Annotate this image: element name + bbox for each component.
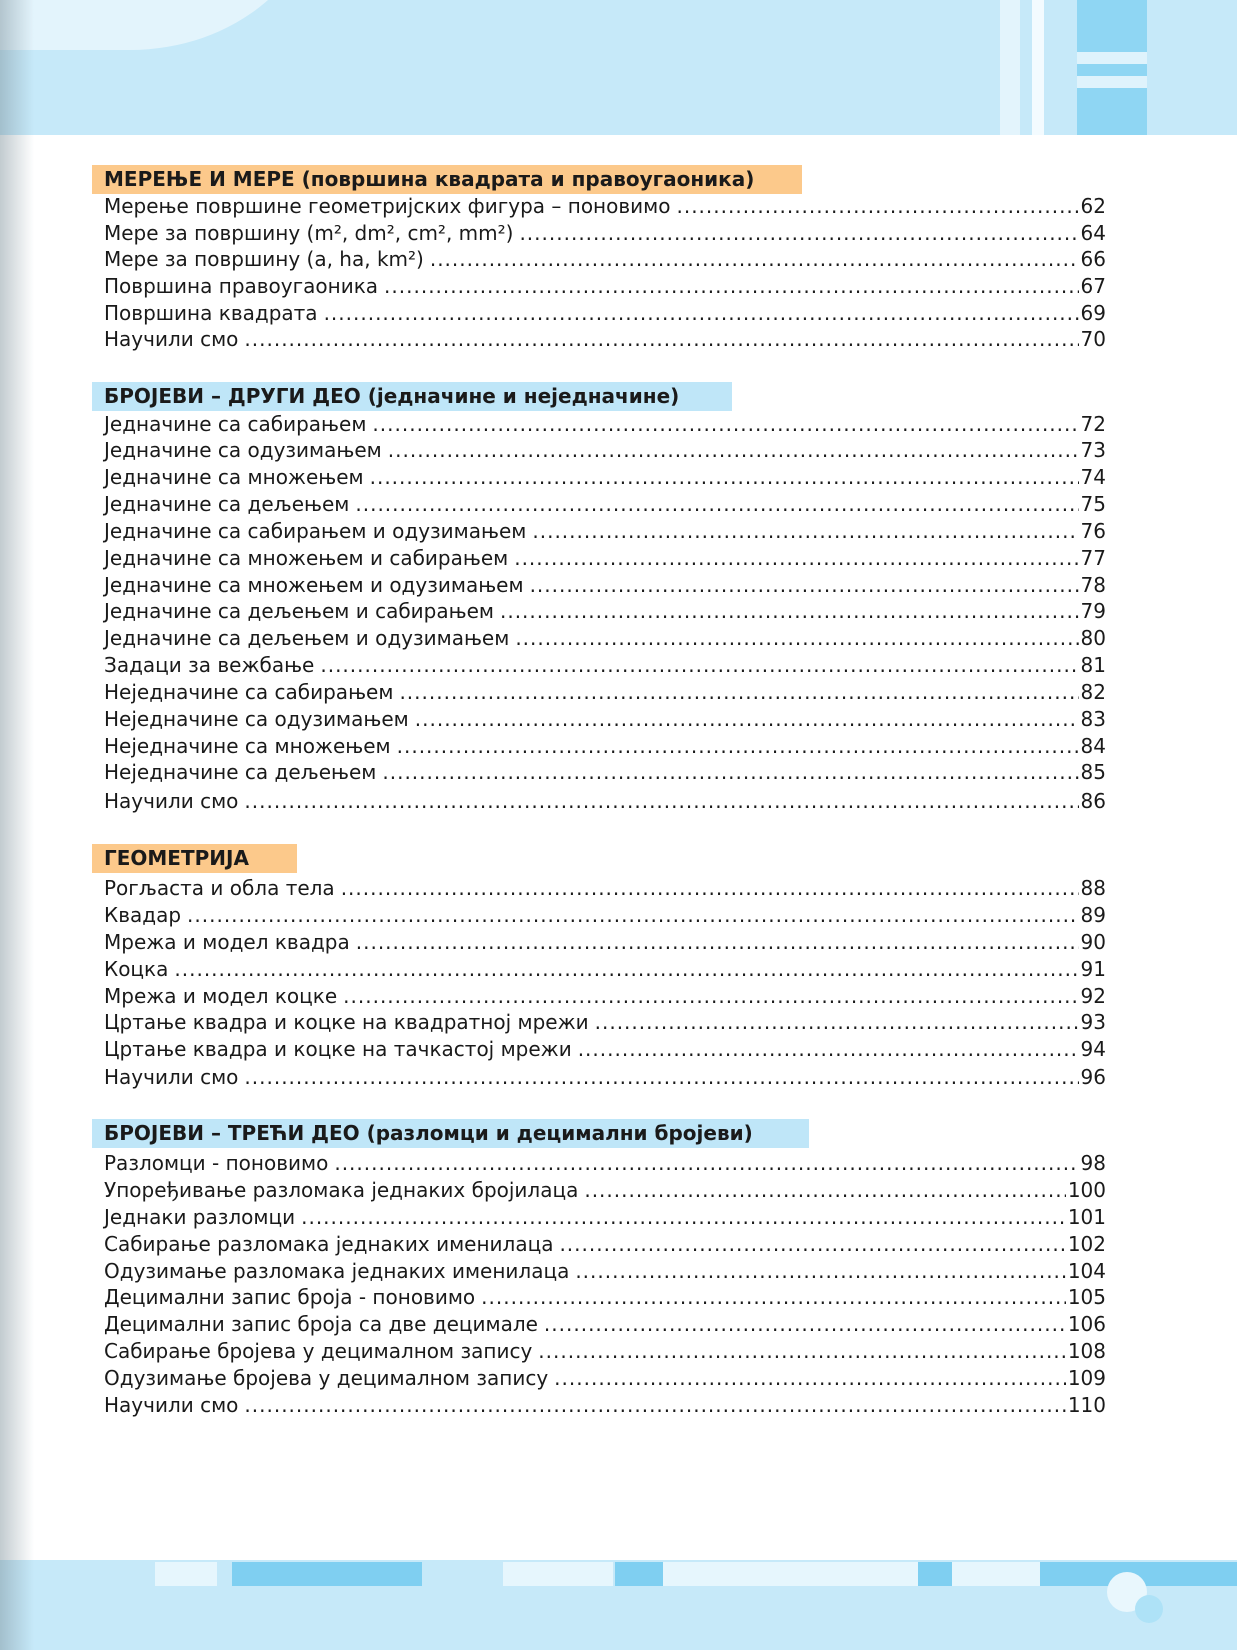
toc-entry-title: Једначине са множењем и одузимањем <box>104 573 524 597</box>
toc-entry[interactable] <box>104 1231 1106 1258</box>
toc-entry-title: Цртање квадра и коцке на тачкастој мрежи <box>104 1037 572 1061</box>
toc-entry-page-number: 73 <box>1080 438 1106 462</box>
toc-entry-page-number: 91 <box>1080 957 1106 981</box>
dot-leader <box>544 1311 1066 1338</box>
toc-entry[interactable] <box>104 759 1106 786</box>
dot-leader <box>532 518 1078 545</box>
toc-entry-page-number: 101 <box>1067 1205 1106 1229</box>
toc-entry[interactable] <box>104 1392 1106 1419</box>
toc-entry-title: Неједначине са дељењем <box>104 760 377 784</box>
dot-leader <box>595 1009 1079 1036</box>
toc-entry-title: Одузимање бројева у децималном запису <box>104 1366 549 1390</box>
toc-entry-page-number: 82 <box>1080 680 1106 704</box>
toc-entry-title: Сабирање разломака једнаких именилаца <box>104 1232 554 1256</box>
toc-entry[interactable] <box>104 625 1106 652</box>
dot-leader <box>399 679 1078 706</box>
toc-entry-page-number: 104 <box>1067 1259 1106 1283</box>
toc-entry-title: Задаци за вежбање <box>104 653 315 677</box>
toc-entry[interactable] <box>104 1150 1106 1177</box>
toc-entry[interactable] <box>104 598 1106 625</box>
toc-entry[interactable] <box>104 300 1106 327</box>
dot-leader <box>578 1036 1079 1063</box>
toc-entry[interactable] <box>104 1064 1106 1091</box>
toc-entry[interactable] <box>104 652 1106 679</box>
toc-entry-page-number: 110 <box>1067 1393 1106 1417</box>
toc-entry-page-number: 90 <box>1080 930 1106 954</box>
toc-entry-page-number: 69 <box>1080 301 1106 325</box>
toc-entry-page-number: 72 <box>1080 412 1106 436</box>
toc-entry-page-number: 70 <box>1080 327 1106 351</box>
toc-entry-title: Упоређивање разломака једнаких бројилаца <box>104 1178 579 1202</box>
toc-entry[interactable] <box>104 220 1106 247</box>
dot-leader <box>481 1284 1066 1311</box>
toc-entry[interactable] <box>104 1284 1106 1311</box>
toc-entry-page-number: 102 <box>1067 1232 1106 1256</box>
dot-leader <box>244 326 1078 353</box>
toc-entry[interactable] <box>104 679 1106 706</box>
toc-entry-title: Цртање квадра и коцке на квадратној мрежи <box>104 1010 589 1034</box>
toc-entry-page-number: 74 <box>1080 465 1106 489</box>
dot-leader <box>415 706 1079 733</box>
dot-leader <box>515 625 1078 652</box>
dot-leader <box>341 875 1079 902</box>
toc-entry-title: Мрежа и модел квадра <box>104 930 350 954</box>
dot-leader <box>356 929 1079 956</box>
toc-entry-title: Научили смо <box>104 789 239 813</box>
dot-leader <box>324 300 1079 327</box>
toc-entry-page-number: 64 <box>1080 221 1106 245</box>
toc-entry-title: Једначине са множењем <box>104 465 364 489</box>
toc-entry[interactable] <box>104 1258 1106 1285</box>
dot-leader <box>530 572 1079 599</box>
toc-entry-page-number: 67 <box>1080 274 1106 298</box>
dot-leader <box>301 1204 1066 1231</box>
toc-entry-page-number: 86 <box>1080 789 1106 813</box>
toc-entry[interactable] <box>104 706 1106 733</box>
dot-leader <box>244 788 1078 815</box>
dot-leader <box>174 956 1078 983</box>
dot-leader <box>334 1150 1078 1177</box>
toc-entry-page-number: 75 <box>1080 492 1106 516</box>
toc-entry[interactable] <box>104 929 1106 956</box>
toc-entry-page-number: 85 <box>1080 760 1106 784</box>
toc-entry[interactable] <box>104 326 1106 353</box>
toc-entry-page-number: 89 <box>1080 903 1106 927</box>
toc-entry-title: Једначине са сабирањем <box>104 412 367 436</box>
dot-leader <box>244 1392 1065 1419</box>
toc-entry[interactable] <box>104 956 1106 983</box>
toc-entry[interactable] <box>104 1311 1106 1338</box>
toc-entry[interactable] <box>104 1338 1106 1365</box>
toc-entry-page-number: 76 <box>1080 519 1106 543</box>
toc-entry-title: Коцка <box>104 957 169 981</box>
toc-entry-title: Површина правоугаоника <box>104 274 379 298</box>
toc-entry-title: Научили смо <box>104 1393 239 1417</box>
dot-leader <box>384 273 1079 300</box>
toc-entry-page-number: 93 <box>1080 1010 1106 1034</box>
toc-entry[interactable] <box>104 983 1106 1010</box>
toc-entry-title: Мере за површину (m², dm², cm², mm²) <box>104 221 514 245</box>
toc-entry-title: Једнаки разломци <box>104 1205 296 1229</box>
toc-entry-page-number: 66 <box>1080 247 1106 271</box>
toc-entry[interactable] <box>104 491 1106 518</box>
toc-entry[interactable] <box>104 545 1106 572</box>
dot-leader <box>187 902 1079 929</box>
dot-leader <box>676 193 1078 220</box>
toc-entry[interactable] <box>104 437 1106 464</box>
toc-entry-title: Децимални запис броја са две децимале <box>104 1312 538 1336</box>
toc-entry-page-number: 78 <box>1080 573 1106 597</box>
toc-entry-page-number: 109 <box>1067 1366 1106 1390</box>
toc-entry-title: Једначине са дељењем и сабирањем <box>104 599 494 623</box>
toc-entry-title: Једначине са сабирањем и одузимањем <box>104 519 527 543</box>
toc-entry-title: Неједначине са сабирањем <box>104 680 394 704</box>
section-header: ГЕОМЕТРИЈА <box>92 844 297 873</box>
toc-entry-title: Рогљаста и обла тела <box>104 876 335 900</box>
dot-leader <box>500 598 1079 625</box>
toc-entry-page-number: 98 <box>1080 1151 1106 1175</box>
toc-entry[interactable] <box>104 875 1106 902</box>
toc-entry[interactable] <box>104 464 1106 491</box>
toc-entry[interactable] <box>104 572 1106 599</box>
toc-entry[interactable] <box>104 1204 1106 1231</box>
toc-entry-page-number: 108 <box>1067 1339 1106 1363</box>
dot-leader <box>343 983 1078 1010</box>
toc-entry[interactable] <box>104 902 1106 929</box>
section-header: МЕРЕЊЕ И МЕРЕ (површина квадрата и правоугаоника) <box>92 165 802 194</box>
toc-entry[interactable] <box>104 1177 1106 1204</box>
dot-leader <box>430 246 1079 273</box>
toc-entry-title: Површина квадрата <box>104 301 318 325</box>
dot-leader <box>538 1338 1066 1365</box>
toc-entry-title: Мерење површине геометријских фигура – поновимо <box>104 194 671 218</box>
toc-entry-page-number: 84 <box>1080 734 1106 758</box>
toc-entry-title: Једначине са множењем и сабирањем <box>104 546 509 570</box>
dot-leader <box>388 437 1079 464</box>
toc-entry-title: Одузимање разломака једнаких именилаца <box>104 1259 570 1283</box>
toc-entry-page-number: 92 <box>1080 984 1106 1008</box>
toc-entry-title: Квадар <box>104 903 182 927</box>
toc-entry-title: Мрежа и модел коцке <box>104 984 338 1008</box>
toc-entry-page-number: 79 <box>1080 599 1106 623</box>
toc-entry-title: Једначине са одузимањем <box>104 438 382 462</box>
toc-entry-title: Једначине са дељењем и одузимањем <box>104 626 510 650</box>
dot-leader <box>514 545 1078 572</box>
dot-leader <box>244 1064 1078 1091</box>
dot-leader <box>397 733 1079 760</box>
toc-entry[interactable] <box>104 733 1106 760</box>
toc-entry[interactable] <box>104 788 1106 815</box>
toc-entry-page-number: 88 <box>1080 876 1106 900</box>
dot-leader <box>584 1177 1065 1204</box>
dot-leader <box>519 220 1078 247</box>
toc-entry-page-number: 83 <box>1080 707 1106 731</box>
toc-entry-page-number: 77 <box>1080 546 1106 570</box>
toc-entry[interactable] <box>104 1365 1106 1392</box>
toc-entry-page-number: 81 <box>1080 653 1106 677</box>
toc-entry-title: Научили смо <box>104 1065 239 1089</box>
toc-entry-title: Мере за површину (a, ha, km²) <box>104 247 424 271</box>
toc-entry-title: Једначине са дељењем <box>104 492 350 516</box>
section-header: БРОЈЕВИ – ДРУГИ ДЕО (једначине и неједначине) <box>92 382 732 411</box>
toc-entry-page-number: 80 <box>1080 626 1106 650</box>
section-header: БРОЈЕВИ – ТРЕЋИ ДЕО (разломци и децимални бројеви) <box>92 1119 809 1148</box>
toc-entry-page-number: 96 <box>1080 1065 1106 1089</box>
toc-entry-title: Децимални запис броја - поновимо <box>104 1285 476 1309</box>
dot-leader <box>372 411 1078 438</box>
dot-leader <box>575 1258 1065 1285</box>
toc-entry[interactable] <box>104 1036 1106 1063</box>
toc-entry[interactable] <box>104 1009 1106 1036</box>
dot-leader <box>320 652 1078 679</box>
dot-leader <box>559 1231 1065 1258</box>
toc-entry-title: Неједначине са множењем <box>104 734 391 758</box>
toc-entry[interactable] <box>104 411 1106 438</box>
toc-entry-page-number: 105 <box>1067 1285 1106 1309</box>
toc-entry-page-number: 94 <box>1080 1037 1106 1061</box>
toc-entry[interactable] <box>104 193 1106 220</box>
toc-entry-title: Сабирање бројева у децималном запису <box>104 1339 533 1363</box>
dot-leader <box>370 464 1079 491</box>
toc-entry[interactable] <box>104 246 1106 273</box>
toc-entry-page-number: 62 <box>1080 194 1106 218</box>
toc-entry-title: Неједначине са одузимањем <box>104 707 409 731</box>
toc-entry-title: Научили смо <box>104 327 239 351</box>
dot-leader <box>554 1365 1066 1392</box>
dot-leader <box>355 491 1078 518</box>
toc-entry[interactable] <box>104 518 1106 545</box>
toc-entry-title: Разломци - поновимо <box>104 1151 329 1175</box>
toc-entry[interactable] <box>104 273 1106 300</box>
dot-leader <box>382 759 1078 786</box>
toc-entry-page-number: 106 <box>1067 1312 1106 1336</box>
toc-entry-page-number: 100 <box>1067 1178 1106 1202</box>
